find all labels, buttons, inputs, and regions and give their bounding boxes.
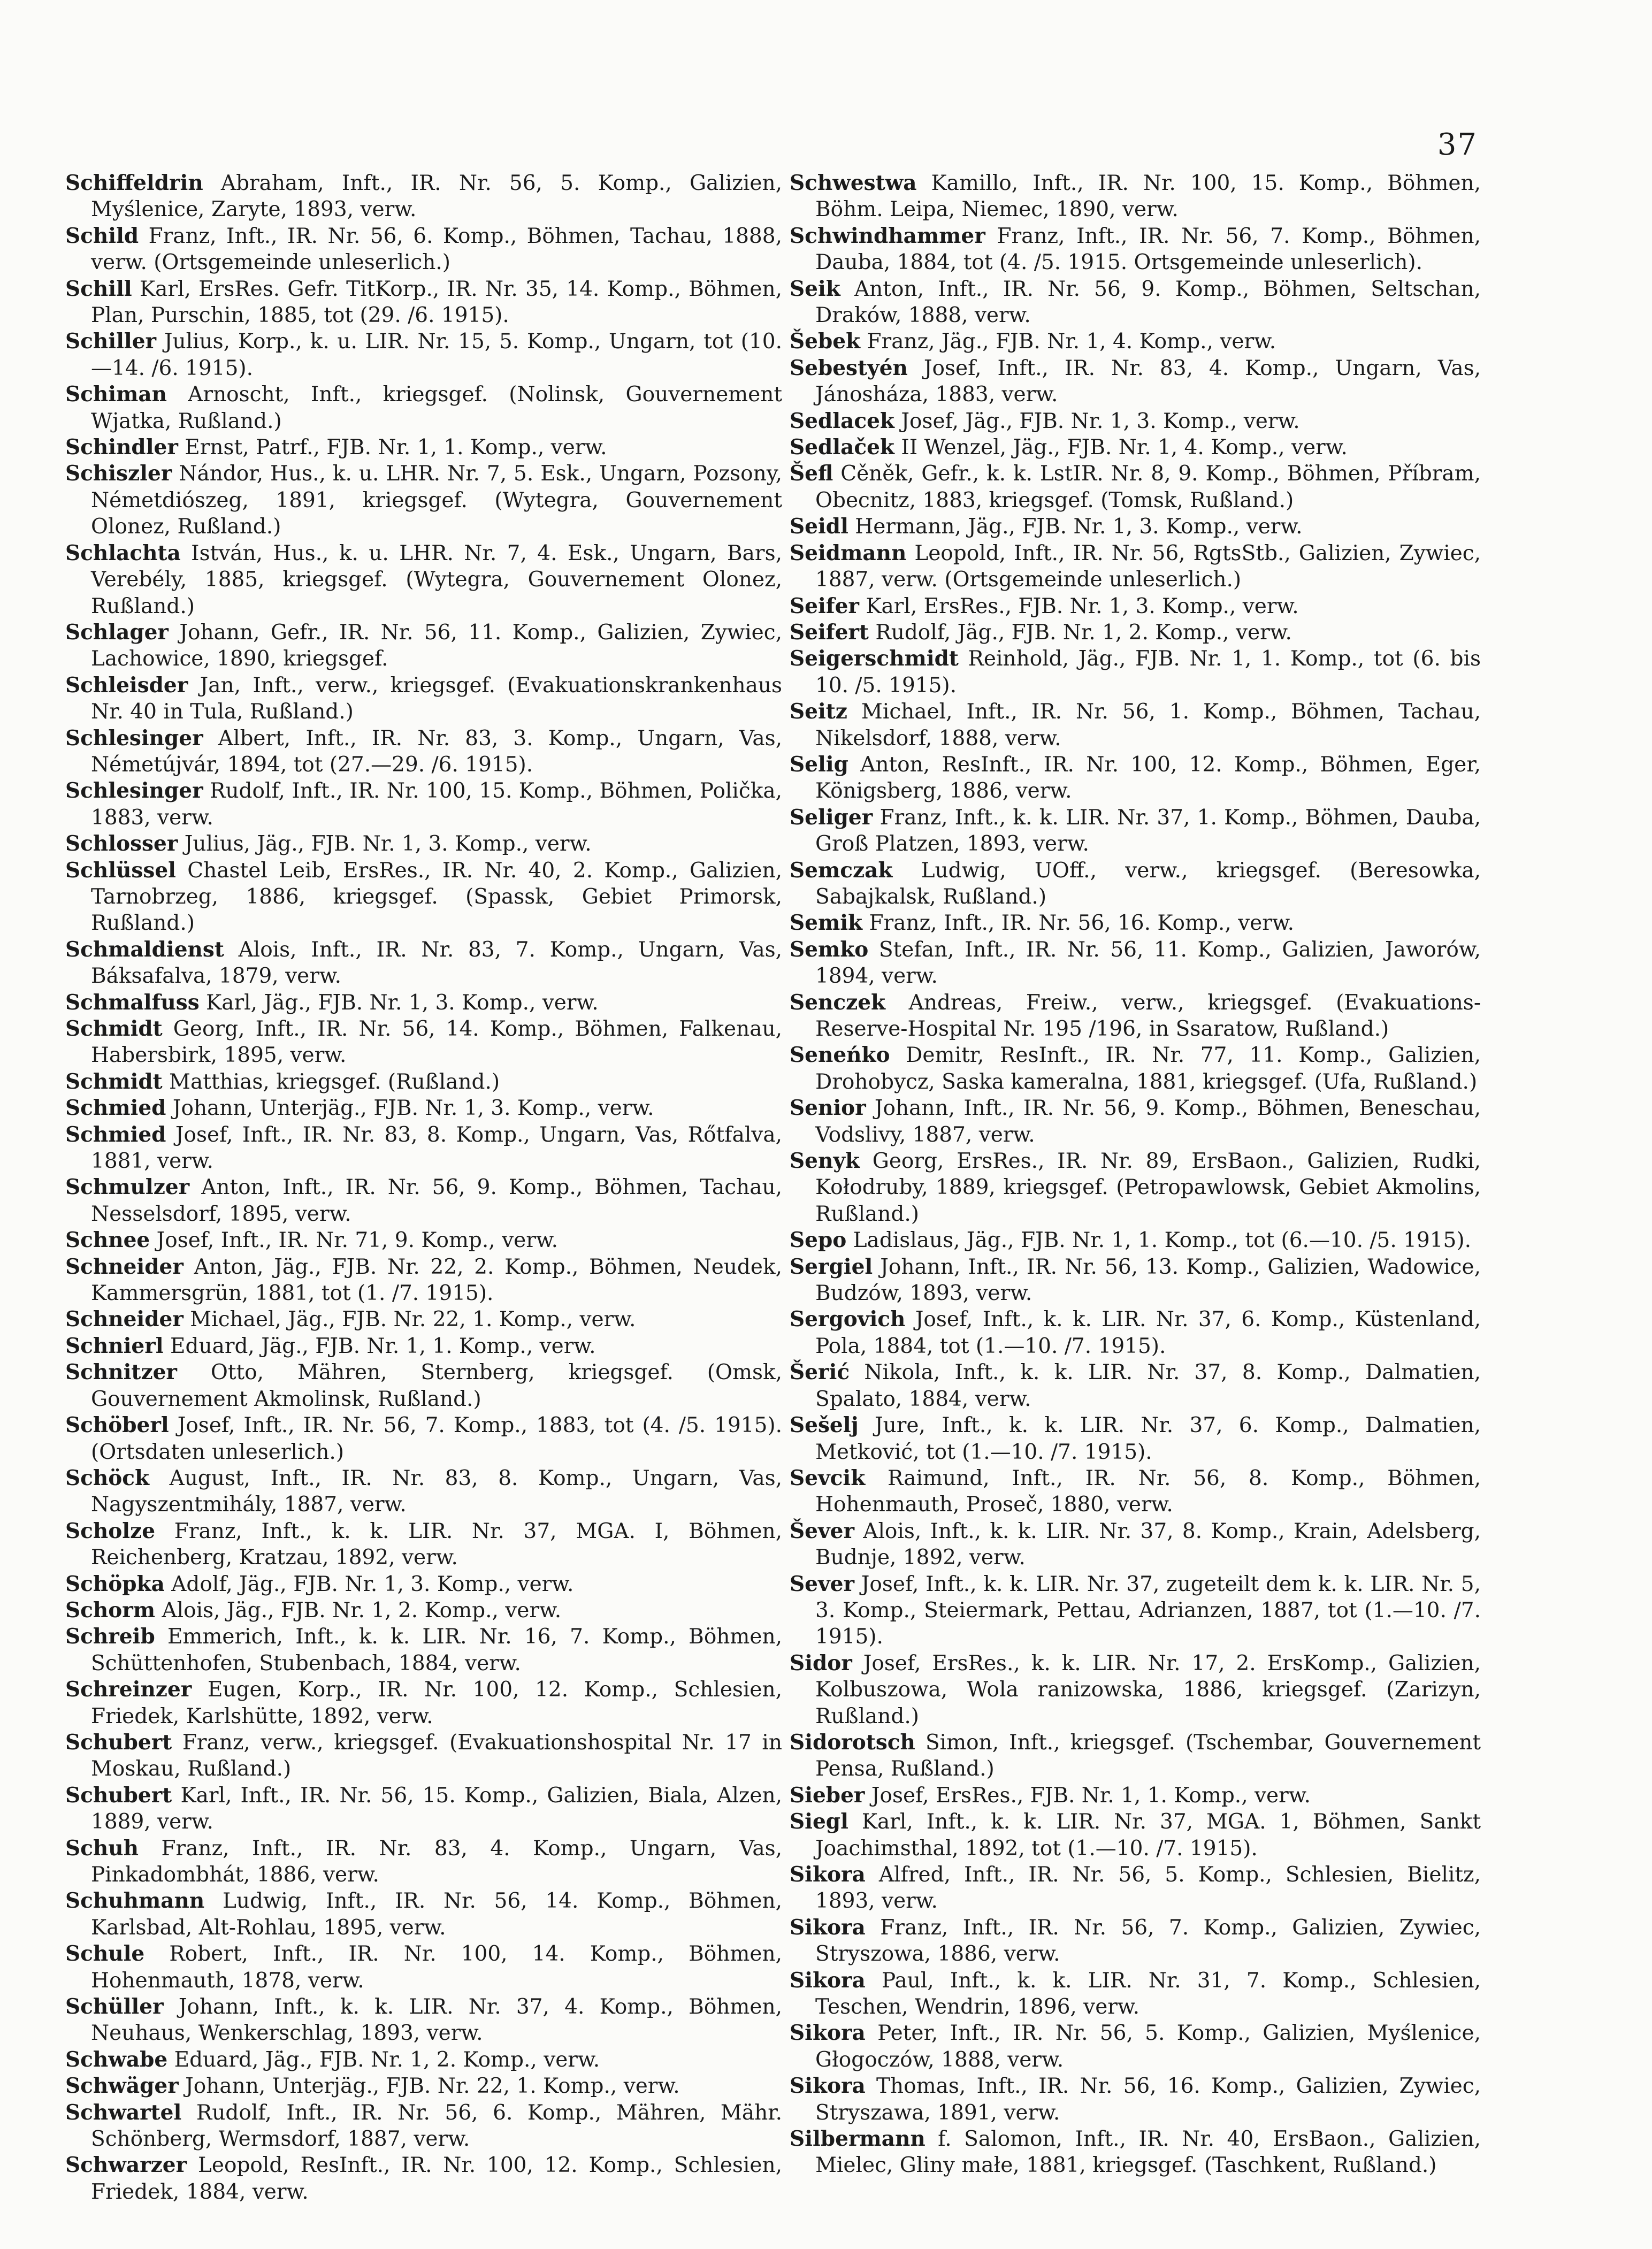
entry-details: Chastel Leib, ErsRes., IR. Nr. 40, 2. Komp., Galizien, Tarnobrzeg, 1886, kriegsgef. (Spassk, Gebiet Primorsk, Rußland.) [91, 858, 782, 936]
list-entry [790, 355, 1481, 408]
list-entry [790, 1809, 1481, 1862]
list-entry [65, 2047, 782, 2073]
list-entry [790, 593, 1481, 619]
list-entry [65, 1359, 782, 1412]
entry-details: Johann, Gefr., IR. Nr. 56, 11. Komp., Galizien, Zywiec, Lachowice, 1890, kriegsgef. [91, 620, 782, 671]
list-entry [65, 1306, 782, 1333]
list-entry [65, 461, 782, 540]
entry-surname: Schleisder [65, 672, 188, 698]
entry-details: Jan, Inft., verw., kriegsgef. (Evakuationskrankenhaus Nr. 40 in Tula, Rußland.) [91, 673, 782, 724]
list-entry [790, 1042, 1481, 1095]
entry-details: Ernst, Patrf., FJB. Nr. 1, 1. Komp., verw. [178, 435, 607, 460]
list-entry [790, 223, 1481, 276]
left-column [65, 170, 782, 2205]
entry-details: Anton, Inft., IR. Nr. 56, 9. Komp., Böhmen, Seltschan, Draków, 1888, verw. [815, 277, 1481, 328]
list-entry [790, 2073, 1481, 2126]
entry-surname: Silbermann [790, 2126, 926, 2152]
entry-surname: Sikora [790, 1968, 866, 1993]
entry-surname: Schiman [65, 382, 167, 407]
entry-details: Demitr, ResInft., IR. Nr. 77, 11. Komp., Galizien, Drohobycz, Saska kameralna, 1881, kriegsgef. (Ufa, Rußland.) [815, 1043, 1481, 1094]
entry-surname: Šefl [790, 461, 833, 486]
entry-details: Josef, Inft., k. k. LIR. Nr. 37, 6. Komp., Küstenland, Pola, 1884, tot (1.—10. /7. 1915). [815, 1307, 1481, 1358]
entry-details: Ludwig, Inft., IR. Nr. 56, 14. Komp., Böhmen, Karlsbad, Alt-Rohlau, 1895, verw. [91, 1889, 782, 1940]
list-entry [65, 1941, 782, 1994]
list-entry [65, 170, 782, 223]
list-entry [790, 1862, 1481, 1915]
entry-surname: Sepo [790, 1228, 847, 1253]
list-entry [65, 990, 782, 1016]
entry-surname: Schlachta [65, 540, 181, 565]
entry-details: Paul, Inft., k. k. LIR. Nr. 31, 7. Komp., Schlesien, Teschen, Wendrin, 1896, verw. [815, 1968, 1481, 2019]
list-entry [790, 1306, 1481, 1359]
entry-surname: Schlager [65, 619, 169, 645]
entry-details: Robert, Inft., IR. Nr. 100, 14. Komp., Böhmen, Hohenmauth, 1878, verw. [91, 1942, 782, 1993]
list-entry [65, 1597, 782, 1624]
entry-details: Arnoscht, Inft., kriegsgef. (Nolinsk, Gouvernement Wjatka, Rußland.) [91, 383, 782, 433]
entry-surname: Seitz [790, 699, 847, 724]
entry-details: Eduard, Jäg., FJB. Nr. 1, 1. Komp., verw. [163, 1334, 596, 1358]
list-entry [790, 1412, 1481, 1465]
entry-surname: Seidl [790, 514, 848, 539]
entry-details: Leopold, ResInft., IR. Nr. 100, 12. Komp., Schlesien, Friedek, 1884, verw. [91, 2153, 782, 2204]
list-entry [790, 2020, 1481, 2073]
entry-details: Johann, Inft., k. k. LIR. Nr. 37, 4. Komp., Böhmen, Neuhaus, Wenkerschlag, 1893, verw. [91, 1995, 782, 2046]
entry-details: Franz, Inft., IR. Nr. 83, 4. Komp., Ungarn, Vas, Pinkadombhát, 1886, verw. [91, 1836, 782, 1887]
entry-surname: Seidmann [790, 540, 907, 565]
list-entry [790, 619, 1481, 646]
entry-details: Thomas, Inft., IR. Nr. 56, 16. Komp., Galizien, Zywiec, Stryszawa, 1891, verw. [815, 2074, 1481, 2125]
list-entry [790, 646, 1481, 699]
entry-surname: Sikora [790, 1915, 866, 1940]
entry-surname: Selig [790, 752, 848, 777]
list-entry [65, 778, 782, 831]
entry-surname: Sikora [790, 2021, 866, 2046]
entry-surname: Schmaldienst [65, 937, 224, 962]
entry-details: Leopold, Inft., IR. Nr. 56, RgtsStb., Galizien, Zywiec, 1887, verw. (Ortsgemeinde unleserlich.) [815, 541, 1481, 592]
entry-surname: Schöpka [65, 1571, 165, 1596]
list-entry [65, 1835, 782, 1888]
entry-surname: Schwartel [65, 2100, 182, 2125]
list-entry [65, 1227, 782, 1253]
entry-surname: Senyk [790, 1149, 860, 1174]
entry-surname: Schlesinger [65, 725, 203, 751]
list-entry [65, 937, 782, 990]
entry-details: Nikola, Inft., k. k. LIR. Nr. 37, 8. Komp., Dalmatien, Spalato, 1884, verw. [815, 1360, 1481, 1411]
list-entry [790, 1571, 1481, 1650]
list-entry [65, 1518, 782, 1571]
entry-details: Franz, Inft., IR. Nr. 56, 7. Komp., Galizien, Zywiec, Stryszowa, 1886, verw. [815, 1915, 1481, 1967]
entry-surname: Semik [790, 911, 863, 936]
entry-details: f. Salomon, Inft., IR. Nr. 40, ErsBaon., Galizien, Mielec, Gliny małe, 1881, kriegsgef. (Taschkent, Rußland.) [815, 2127, 1481, 2178]
entry-surname: Schwindhammer [790, 223, 985, 248]
entry-details: Alois, Inft., k. k. LIR. Nr. 37, 8. Komp., Krain, Adelsberg, Budnje, 1892, verw. [815, 1519, 1481, 1570]
entry-details: Reinhold, Jäg., FJB. Nr. 1, 1. Komp., tot (6. bis 10. /5. 1915). [815, 647, 1481, 698]
list-entry [65, 1069, 782, 1095]
entry-surname: Schwabe [65, 2047, 168, 2072]
entry-surname: Schiffeldrin [65, 171, 203, 195]
list-entry [65, 1465, 782, 1518]
entry-details: Peter, Inft., IR. Nr. 56, 5. Komp., Galizien, Myślenice, Głogoczów, 1888, verw. [815, 2021, 1481, 2072]
entry-details: Karl, ErsRes., FJB. Nr. 1, 3. Komp., verw. [859, 594, 1299, 618]
entry-details: Josef, Jäg., FJB. Nr. 1, 3. Komp., verw. [894, 409, 1300, 433]
list-entry [790, 276, 1481, 329]
entry-surname: Schuh [65, 1835, 139, 1861]
entry-details: Matthias, kriegsgef. (Rußland.) [162, 1069, 500, 1094]
entry-surname: Sergiel [790, 1254, 873, 1279]
entry-details: August, Inft., IR. Nr. 83, 8. Komp., Ungarn, Vas, Nagyszentmihály, 1887, verw. [91, 1466, 782, 1517]
list-entry [65, 434, 782, 461]
list-entry [790, 461, 1481, 514]
entry-surname: Schule [65, 1941, 145, 1967]
entry-surname: Schnierl [65, 1333, 164, 1358]
list-entry [790, 1227, 1481, 1253]
entry-surname: Semczak [790, 858, 893, 883]
entry-surname: Sebestyén [790, 355, 908, 380]
entry-details: Raimund, Inft., IR. Nr. 56, 8. Komp., Böhmen, Hohenmauth, Proseč, 1880, verw. [815, 1466, 1481, 1517]
entry-details: Josef, Inft., k. k. LIR. Nr. 37, zugeteilt dem k. k. LIR. Nr. 5, 3. Komp., Steiermark, Pettau, Adrianzen, 1887, tot (1.—10. /7. 1915). [815, 1572, 1481, 1649]
entry-details: Alfred, Inft., IR. Nr. 56, 5. Komp., Schlesien, Bielitz, 1893, verw. [815, 1863, 1481, 1914]
list-entry [65, 1624, 782, 1677]
list-entry [65, 1016, 782, 1069]
list-entry [65, 1333, 782, 1359]
entry-details: Julius, Korp., k. u. LIR. Nr. 15, 5. Komp., Ungarn, tot (10.—14. /6. 1915). [91, 330, 782, 380]
entry-surname: Sidorotsch [790, 1730, 915, 1755]
entry-details: Josef, Inft., IR. Nr. 56, 7. Komp., 1883, tot (4. /5. 1915). (Ortsdaten unleserlich.) [91, 1413, 782, 1464]
list-entry [65, 1730, 782, 1783]
entry-details: Georg, Inft., IR. Nr. 56, 14. Komp., Böhmen, Falkenau, Habersbirk, 1895, verw. [91, 1017, 782, 1068]
entry-surname: Schnee [65, 1228, 150, 1253]
entry-surname: Schill [65, 276, 132, 301]
entry-details: Franz, Inft., k. k. LIR. Nr. 37, MGA. I, Böhmen, Reichenberg, Kratzau, 1892, verw. [91, 1519, 782, 1570]
entry-details: Karl, Inft., IR. Nr. 56, 15. Komp., Galizien, Biala, Alzen, 1889, verw. [91, 1783, 782, 1834]
list-entry [65, 725, 782, 778]
entry-surname: Seigerschmidt [790, 646, 959, 671]
entry-details: Eugen, Korp., IR. Nr. 100, 12. Komp., Schlesien, Friedek, Karlshütte, 1892, verw. [91, 1678, 782, 1728]
entry-surname: Sešelj [790, 1413, 859, 1438]
entry-surname: Sikora [790, 2074, 866, 2099]
entry-details: Rudolf, Inft., IR. Nr. 56, 6. Komp., Mähren, Mähr. Schönberg, Wermsdorf, 1887, verw. [91, 2100, 782, 2152]
list-entry [65, 1174, 782, 1227]
entry-surname: Schmied [65, 1096, 166, 1121]
entry-surname: Schwarzer [65, 2153, 187, 2178]
entry-details: István, Hus., k. u. LHR. Nr. 7, 4. Esk., Ungarn, Bars, Verebély, 1885, kriegsgef. (Wytegra, Gouvernement Olonez, Rußland.) [91, 541, 782, 618]
entry-details: Stefan, Inft., IR. Nr. 56, 11. Komp., Galizien, Jaworów, 1894, verw. [815, 937, 1481, 989]
list-entry [65, 672, 782, 725]
entry-details: Adolf, Jäg., FJB. Nr. 1, 3. Komp., verw. [164, 1572, 574, 1596]
entry-surname: Seik [790, 276, 840, 301]
entry-details: Jure, Inft., k. k. LIR. Nr. 37, 6. Komp., Dalmatien, Metković, tot (1.—10. /7. 1915). [815, 1413, 1481, 1464]
list-entry [790, 699, 1481, 752]
list-entry [790, 1915, 1481, 1968]
entry-details: Andreas, Freiw., verw., kriegsgef. (Evakuations-Reserve-Hospital Nr. 195 /196, in Ssaratow, Rußland.) [815, 990, 1481, 1041]
entry-details: Michael, Jäg., FJB. Nr. 22, 1. Komp., verw. [183, 1307, 636, 1332]
entry-surname: Schmulzer [65, 1175, 190, 1200]
entry-details: Josef, ErsRes., k. k. LIR. Nr. 17, 2. ErsKomp., Galizien, Kolbuszowa, Wola ranizowska, 1886, kriegsgef. (Zarizyn, Rußland.) [815, 1651, 1481, 1728]
entry-surname: Schneider [65, 1307, 183, 1332]
entry-surname: Senczek [790, 990, 886, 1015]
entry-details: Johann, Inft., IR. Nr. 56, 13. Komp., Galizien, Wadowice, Budzów, 1893, verw. [815, 1254, 1481, 1306]
list-entry [65, 276, 782, 329]
entry-details: Anton, Inft., IR. Nr. 56, 9. Komp., Böhmen, Tachau, Nesselsdorf, 1895, verw. [91, 1175, 782, 1226]
entry-surname: Sedlaček [790, 435, 894, 460]
entry-surname: Šever [790, 1518, 854, 1543]
entry-surname: Schwäger [65, 2074, 179, 2099]
entry-details: Anton, ResInft., IR. Nr. 100, 12. Komp., Böhmen, Eger, Königsberg, 1886, verw. [815, 752, 1481, 804]
entry-surname: Siegl [790, 1809, 848, 1834]
entry-details: Julius, Jäg., FJB. Nr. 1, 3. Komp., verw. [178, 832, 592, 856]
list-entry [65, 1095, 782, 1121]
entry-details: Anton, Jäg., FJB. Nr. 22, 2. Komp., Böhmen, Neudek, Kammersgrün, 1881, tot (1. /7. 1915). [91, 1254, 782, 1306]
list-entry [790, 2126, 1481, 2179]
entry-details: Michael, Inft., IR. Nr. 56, 1. Komp., Böhmen, Tachau, Nikelsdorf, 1888, verw. [815, 700, 1481, 751]
entry-details: Georg, ErsRes., IR. Nr. 89, ErsBaon., Galizien, Rudki, Kołodruby, 1889, kriegsgef. (Petropawlowsk, Gebiet Akmolins, Rußland.) [815, 1149, 1481, 1226]
entry-surname: Schubert [65, 1730, 172, 1755]
list-entry [790, 1650, 1481, 1730]
entry-surname: Sergovich [790, 1307, 906, 1332]
list-entry [65, 1412, 782, 1465]
entry-surname: Schmied [65, 1122, 166, 1147]
entry-surname: Schmidt [65, 1069, 163, 1094]
entry-details: Abraham, Inft., IR. Nr. 56, 5. Komp., Galizien, Myślenice, Zaryte, 1893, verw. [91, 171, 782, 222]
entry-surname: Schindler [65, 435, 178, 460]
entry-details: Ludwig, UOff., verw., kriegsgef. (Beresowka, Sabajkalsk, Rußland.) [815, 858, 1481, 909]
list-entry [790, 1148, 1481, 1227]
entry-surname: Schüller [65, 1994, 164, 2019]
entry-surname: Schwestwa [790, 171, 917, 195]
entry-surname: Schiller [65, 329, 157, 354]
list-entry [65, 1994, 782, 2047]
list-entry [790, 1518, 1481, 1571]
list-entry [65, 858, 782, 937]
list-entry [65, 1783, 782, 1835]
entry-details: Josef, Inft., IR. Nr. 83, 8. Komp., Ungarn, Vas, Rőtfalva, 1881, verw. [91, 1122, 782, 1174]
list-entry [790, 1254, 1481, 1307]
list-entry [790, 1095, 1481, 1148]
entry-details: II Wenzel, Jäg., FJB. Nr. 1, 4. Komp., verw. [894, 435, 1348, 460]
entry-surname: Schnitzer [65, 1360, 177, 1385]
entry-surname: Senior [790, 1096, 866, 1121]
entry-surname: Sever [790, 1571, 854, 1596]
entry-details: Johann, Inft., IR. Nr. 56, 9. Komp., Böhmen, Beneschau, Vodslivy, 1887, verw. [815, 1096, 1481, 1147]
list-entry [65, 2100, 782, 2153]
entry-details: Kamillo, Inft., IR. Nr. 100, 15. Komp., Böhmen, Böhm. Leipa, Niemec, 1890, verw. [815, 171, 1481, 222]
list-entry [790, 1465, 1481, 1518]
list-entry [65, 1254, 782, 1307]
list-entry [65, 223, 782, 276]
entry-surname: Schorm [65, 1597, 156, 1623]
list-entry [790, 990, 1481, 1043]
entry-surname: Schlosser [65, 831, 178, 856]
entry-surname: Sevcik [790, 1465, 866, 1490]
entry-surname: Šerić [790, 1360, 850, 1385]
entry-details: Rudolf, Inft., IR. Nr. 100, 15. Komp., Böhmen, Polička, 1883, verw. [91, 779, 782, 830]
list-entry [790, 910, 1481, 936]
list-entry [65, 328, 782, 381]
list-entry [790, 858, 1481, 911]
list-entry [790, 170, 1481, 223]
entry-details: Franz, Jäg., FJB. Nr. 1, 4. Komp., verw. [860, 330, 1276, 354]
entry-details: Hermann, Jäg., FJB. Nr. 1, 3. Komp., verw. [848, 515, 1303, 539]
entry-details: Josef, ErsRes., FJB. Nr. 1, 1. Komp., verw. [865, 1783, 1311, 1808]
entry-surname: Sidor [790, 1650, 852, 1676]
entry-details: Otto, Mähren, Sternberg, kriegsgef. (Omsk, Gouvernement Akmolinsk, Rußland.) [91, 1360, 782, 1411]
list-entry [65, 540, 782, 619]
list-entry [65, 831, 782, 857]
entry-details: Simon, Inft., kriegsgef. (Tschembar, Gouvernement Pensa, Rußland.) [815, 1730, 1481, 1781]
entry-surname: Sikora [790, 1862, 866, 1887]
entry-surname: Šebek [790, 329, 861, 354]
entry-surname: Schreinzer [65, 1677, 192, 1702]
entry-details: Franz, verw., kriegsgef. (Evakuationshospital Nr. 17 in Moskau, Rußland.) [91, 1730, 782, 1781]
list-entry [65, 1122, 782, 1175]
entry-details: Cěněk, Gefr., k. k. LstIR. Nr. 8, 9. Komp., Böhmen, Příbram, Obecnitz, 1883, kriegsgef. (Tomsk, Rußland.) [815, 462, 1481, 512]
list-entry [790, 434, 1481, 461]
entry-surname: Scholze [65, 1518, 156, 1543]
list-entry [65, 1677, 782, 1730]
entry-surname: Seifer [790, 593, 859, 618]
entry-surname: Schneider [65, 1254, 183, 1279]
entry-surname: Schreib [65, 1624, 155, 1649]
entry-details: Emmerich, Inft., k. k. LIR. Nr. 16, 7. Komp., Böhmen, Schüttenhofen, Stubenbach, 1884, verw. [91, 1625, 782, 1676]
list-entry [790, 540, 1481, 593]
entry-surname: Schild [65, 223, 139, 248]
entry-surname: Schlesinger [65, 778, 203, 804]
entry-surname: Schöck [65, 1465, 150, 1490]
list-entry [790, 1730, 1481, 1783]
entry-details: Johann, Unterjäg., FJB. Nr. 1, 3. Komp., verw. [166, 1096, 654, 1121]
entry-details: Rudolf, Jäg., FJB. Nr. 1, 2. Komp., verw. [868, 620, 1292, 645]
list-entry [790, 514, 1481, 540]
entry-surname: Sieber [790, 1783, 865, 1808]
entry-surname: Sedlacek [790, 408, 894, 433]
entry-details: Eduard, Jäg., FJB. Nr. 1, 2. Komp., verw. [167, 2047, 600, 2072]
entry-details: Franz, Inft., k. k. LIR. Nr. 37, 1. Komp., Böhmen, Dauba, Groß Platzen, 1893, verw. [815, 805, 1481, 856]
entry-surname: Seliger [790, 805, 873, 830]
entry-details: Franz, Inft., IR. Nr. 56, 6. Komp., Böhmen, Tachau, 1888, verw. (Ortsgemeinde unleserlich.) [91, 224, 782, 275]
entry-surname: Schuhmann [65, 1888, 205, 1914]
entry-surname: Seifert [790, 619, 869, 645]
list-entry [65, 1571, 782, 1597]
entry-surname: Schubert [65, 1783, 172, 1808]
list-entry [790, 1783, 1481, 1809]
entry-details: Alois, Jäg., FJB. Nr. 1, 2. Komp., verw. [155, 1598, 562, 1623]
right-column [790, 170, 1481, 2179]
entry-surname: Schiszler [65, 461, 172, 486]
entry-details: Franz, Inft., IR. Nr. 56, 16. Komp., verw. [862, 911, 1295, 936]
entry-details: Karl, Jäg., FJB. Nr. 1, 3. Komp., verw. [199, 990, 599, 1015]
entry-surname: Schöberl [65, 1413, 169, 1438]
entry-surname: Schmidt [65, 1016, 163, 1041]
entry-surname: Semko [790, 937, 869, 962]
entry-details: Ladislaus, Jäg., FJB. Nr. 1, 1. Komp., tot (6.—10. /5. 1915). [846, 1228, 1471, 1253]
list-entry [65, 381, 782, 434]
entry-details: Karl, ErsRes. Gefr. TitKorp., IR. Nr. 35, 14. Komp., Böhmen, Plan, Purschin, 1885, tot (29. /6. 1915). [91, 277, 782, 328]
list-entry [790, 328, 1481, 355]
entry-details: Johann, Unterjäg., FJB. Nr. 22, 1. Komp., verw. [178, 2074, 680, 2099]
entry-details: Karl, Inft., k. k. LIR. Nr. 37, MGA. 1, Böhmen, Sankt Joachimsthal, 1892, tot (1.—10. /7. 1915). [815, 1810, 1481, 1861]
list-entry [790, 1968, 1481, 2021]
entry-surname: Seneńko [790, 1043, 890, 1068]
list-entry [790, 1359, 1481, 1412]
list-entry [65, 619, 782, 672]
list-entry [65, 2152, 782, 2205]
page-number: 37 [1437, 127, 1478, 162]
list-entry [65, 1888, 782, 1941]
entry-surname: Schmalfuss [65, 990, 200, 1015]
list-entry [65, 2073, 782, 2099]
entry-details: Alois, Inft., IR. Nr. 83, 7. Komp., Ungarn, Vas, Báksafalva, 1879, verw. [91, 937, 782, 989]
list-entry [790, 937, 1481, 990]
entry-surname: Schlüssel [65, 858, 176, 883]
list-entry [790, 408, 1481, 434]
list-entry [790, 752, 1481, 805]
entry-details: Albert, Inft., IR. Nr. 83, 3. Komp., Ungarn, Vas, Németújvár, 1894, tot (27.—29. /6. 1915). [91, 726, 782, 777]
entry-details: Josef, Inft., IR. Nr. 71, 9. Komp., verw. [150, 1228, 558, 1253]
entry-details: Franz, Inft., IR. Nr. 56, 7. Komp., Böhmen, Dauba, 1884, tot (4. /5. 1915. Ortsgemeinde unleserlich). [815, 224, 1481, 275]
entry-details: Josef, Inft., IR. Nr. 83, 4. Komp., Ungarn, Vas, Jánosháza, 1883, verw. [815, 356, 1481, 407]
list-entry [790, 805, 1481, 858]
entry-details: Nándor, Hus., k. u. LHR. Nr. 7, 5. Esk., Ungarn, Pozsony, Németdiószeg, 1891, kriegsgef. (Wytegra, Gouvernement Olonez, Rußland.) [91, 462, 782, 539]
